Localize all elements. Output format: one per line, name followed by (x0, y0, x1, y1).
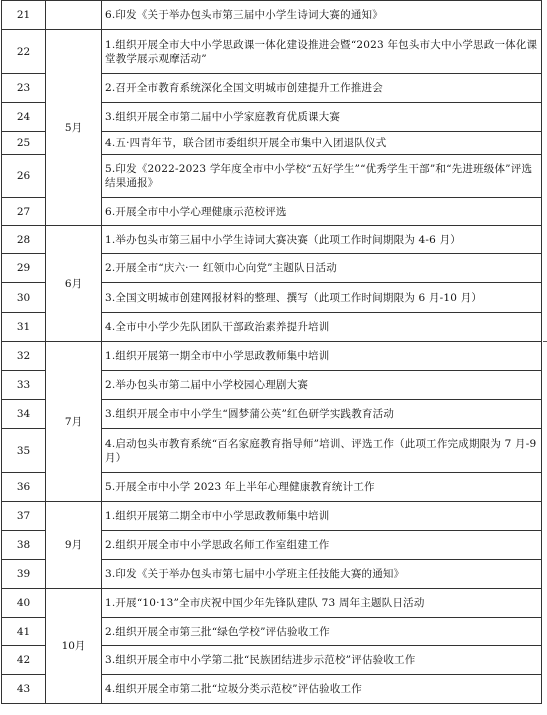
row-number: 22 (2, 30, 46, 74)
task-text: 3.全国文明城市创建网报材料的整理、撰写（此项工作时间期限为 6 月-10 月） (102, 283, 542, 313)
row-number: 29 (2, 254, 46, 283)
task-text: 2.开展全市“庆六·一 红领巾心向党”主题队日活动 (102, 254, 542, 283)
task-text: 2.举办包头市第二届中小学校园心理剧大赛 (102, 371, 542, 400)
row-number: 33 (2, 371, 46, 400)
task-text: 4.启动包头市教育系统“百名家庭教育指导师”培训、评选工作（此项工作完成期限为 7 月-9 月） (102, 429, 542, 473)
row-number: 27 (2, 198, 46, 226)
table-row (2, 589, 542, 618)
row-number: 43 (2, 675, 46, 704)
task-text: 4.五·四青年节，联合团市委组织开展全市集中入团退队仪式 (102, 132, 542, 155)
table-row (2, 502, 542, 531)
row-number: 21 (2, 1, 46, 30)
row-number: 39 (2, 560, 46, 589)
row-number: 40 (2, 589, 46, 618)
row-number: 31 (2, 313, 46, 342)
row-number: 41 (2, 618, 46, 646)
work-plan-table (1, 0, 542, 704)
table-row (2, 226, 542, 254)
task-text: 6.开展全市中小学心理健康示范校评选 (102, 198, 542, 226)
month-may: 5月 (46, 30, 102, 226)
task-text: 6.印发《关于举办包头市第三届中小学生诗词大赛的通知》 (102, 1, 542, 30)
row-number: 36 (2, 473, 46, 502)
task-text: 3.组织开展全市中小学生“圆梦蒲公英”红色研学实践教育活动 (102, 400, 542, 429)
row-number: 24 (2, 103, 46, 132)
row-number: 32 (2, 342, 46, 371)
month-september: 9月 (46, 502, 102, 589)
month-october: 10月 (46, 589, 102, 704)
task-text: 1.组织开展全市大中小学思政课一体化建设推进会暨“2023 年包头市大中小学思政一体化课堂教学展示观摩活动” (102, 30, 542, 74)
month-july: 7月 (46, 342, 102, 502)
table-row (2, 1, 542, 30)
task-text: 5.印发《2022-2023 学年度全市中小学校“五好学生”“优秀学生干部”和“先进班级体”评选结果通报》 (102, 155, 542, 198)
row-number: 30 (2, 283, 46, 313)
task-text: 1.组织开展第二期全市中小学思政教师集中培训 (102, 502, 542, 531)
row-number: 42 (2, 646, 46, 675)
row-number: 25 (2, 132, 46, 155)
row-number: 28 (2, 226, 46, 254)
month-cell-empty (46, 1, 102, 30)
month-june: 6月 (46, 226, 102, 342)
task-text: 3.组织开展全市第二届中小学家庭教育优质课大赛 (102, 103, 542, 132)
task-text: 1.组织开展第一期全市中小学思政教师集中培训 (102, 342, 542, 371)
table-row (2, 30, 542, 74)
row-number: 34 (2, 400, 46, 429)
task-text: 1.举办包头市第三届中小学生诗词大赛决赛（此项工作时间期限为 4-6 月） (102, 226, 542, 254)
task-text: 4.组织开展全市第二批“垃圾分类示范校”评估验收工作 (102, 675, 542, 704)
row-number: 37 (2, 502, 46, 531)
row-number: 38 (2, 531, 46, 560)
task-text: 2.召开全市教育系统深化全国文明城市创建提升工作推进会 (102, 74, 542, 103)
row-number: 26 (2, 155, 46, 198)
margin-tick-mark (543, 341, 547, 342)
table-row (2, 342, 542, 371)
task-text: 1.开展“10·13”全市庆祝中国少年先锋队建队 73 周年主题队日活动 (102, 589, 542, 618)
task-text: 3.印发《关于举办包头市第七届中小学班主任技能大赛的通知》 (102, 560, 542, 589)
task-text: 5.开展全市中小学 2023 年上半年心理健康教育统计工作 (102, 473, 542, 502)
task-text: 2.组织开展全市第三批“绿色学校”评估验收工作 (102, 618, 542, 646)
row-number: 35 (2, 429, 46, 473)
task-text: 4.全市中小学少先队团队干部政治素养提升培训 (102, 313, 542, 342)
row-number: 23 (2, 74, 46, 103)
task-text: 3.组织开展全市中小学第二批“民族团结进步示范校”评估验收工作 (102, 646, 542, 675)
task-text: 2.组织开展全市中小学思政名师工作室组建工作 (102, 531, 542, 560)
